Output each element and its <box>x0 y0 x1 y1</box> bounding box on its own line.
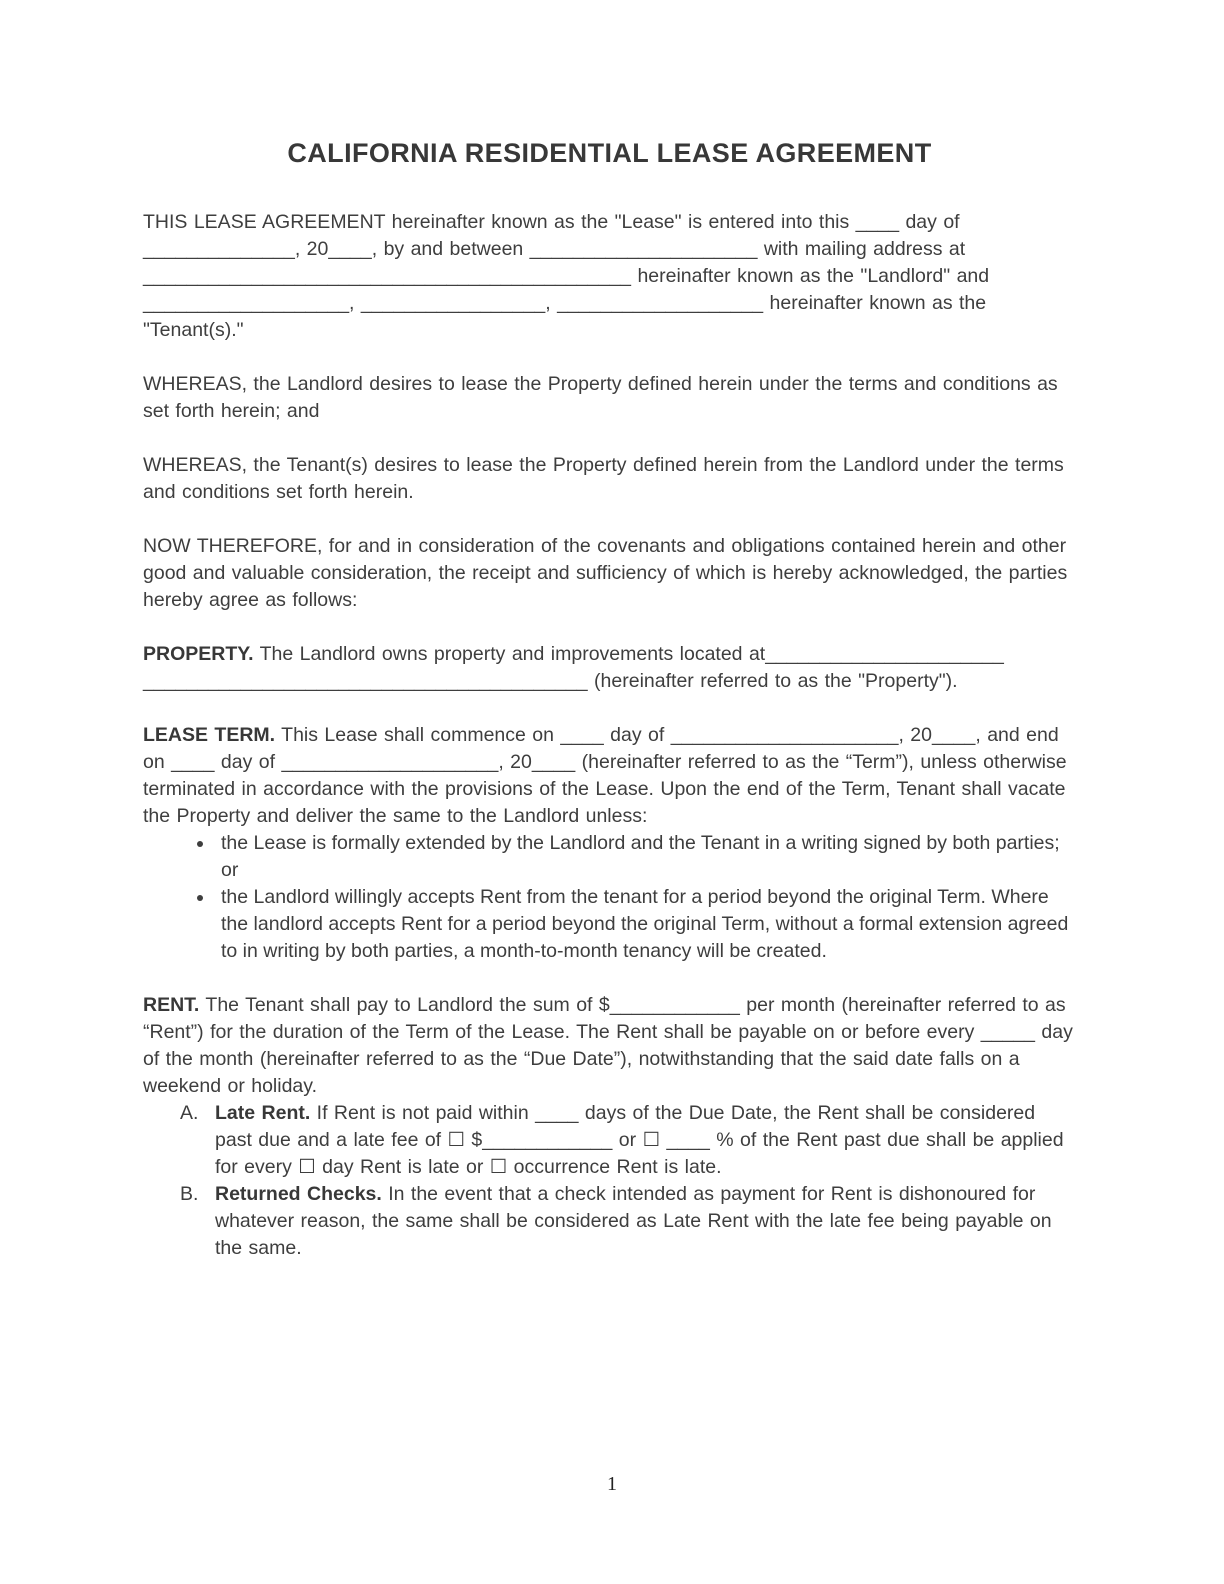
section-property <box>143 641 1076 695</box>
section-lease-term-text: This Lease shall commence on ____ day of _____________________, 20____, and end on ____ day of ____________________, 20____ (hereinafter referred to as the “Term”), unless otherwise terminated in accordance with the provisions of the Lease. Upon the end of the Term, Tenant shall vacate the Property and deliver the same to the Landlord unless: <box>143 724 1067 827</box>
rent-item-late-rent-text: If Rent is not paid within ____ days of the Due Date, the Rent shall be considered past due and a late fee of ☐ $____________ or ☐ ____ % of the Rent past due shall be applied for every ☐ day Rent is late or ☐ occurrence Rent is late. <box>215 1102 1064 1178</box>
rent-item-late-rent-body <box>215 1100 1076 1181</box>
whereas-landlord-paragraph: WHEREAS, the Landlord desires to lease the Property defined herein under the terms and conditions as set forth herein; and <box>143 373 1058 422</box>
rent-item-late-rent-label: Late Rent. <box>215 1102 311 1124</box>
section-rent <box>143 992 1076 1100</box>
section-rent-label: RENT. <box>143 994 200 1016</box>
section-rent-text: The Tenant shall pay to Landlord the sum of $____________ per month (hereinafter referred to as “Rent”) for the duration of the Term of the Lease. The Rent shall be payable on or before every _____ day of the month (hereinafter referred to as the “Due Date”), notwithstanding that the said date falls on a weekend or holiday. <box>143 994 1073 1097</box>
rent-item-returned-checks-body <box>215 1181 1076 1262</box>
section-lease-term-label: LEASE TERM. <box>143 724 276 746</box>
lease-term-bullet-list <box>143 830 1076 965</box>
document-title: CALIFORNIA RESIDENTIAL LEASE AGREEMENT <box>287 138 932 168</box>
lease-term-bullet-holdover: • the Landlord willingly accepts Rent from the tenant for a period beyond the original Term. Where the landlord accepts Rent for a period beyond the original Term, without a formal extension agreed to in writing by both parties, a month-to-month tenancy will be created. <box>215 884 1076 965</box>
section-property-label: PROPERTY. <box>143 643 254 665</box>
whereas-tenant-paragraph: WHEREAS, the Tenant(s) desires to lease the Property defined herein from the Landlord under the terms and conditions set forth herein. <box>143 454 1064 503</box>
rent-item-returned-checks-label: Returned Checks. <box>215 1183 382 1205</box>
lease-term-bullet-extension: • the Lease is formally extended by the Landlord and the Tenant in a writing signed by both parties; or <box>215 830 1076 884</box>
intro-paragraph-lease-agreement: THIS LEASE AGREEMENT hereinafter known as the "Lease" is entered into this ____ day of ______________, 20____, by and between _____________________ with mailing address at _____________________________________________ hereinafter known as the "Landlord" and ___________________, _________________, ___________________ hereinafter known as the "Tenant(s)." <box>143 211 990 341</box>
section-lease-term <box>143 722 1076 830</box>
section-property-text: The Landlord owns property and improvements located at______________________ _________________________________________ (hereinafter referred to as the "Property"). <box>143 643 1004 692</box>
page-number: 1 <box>607 1473 617 1495</box>
rent-item-late-rent-letter: A. <box>180 1102 199 1124</box>
rent-item-late-rent <box>143 1100 1076 1181</box>
rent-item-returned-checks-text: In the event that a check intended as payment for Rent is dishonoured for whatever reason, the same shall be considered as Late Rent with the late fee being payable on the same. <box>215 1183 1052 1259</box>
now-therefore-paragraph: NOW THEREFORE, for and in consideration of the covenants and obligations contained herein and other good and valuable consideration, the receipt and sufficiency of which is hereby acknowledged, the parties hereby agree as follows: <box>143 535 1068 611</box>
rent-item-returned-checks-letter: B. <box>180 1183 199 1205</box>
rent-item-returned-checks <box>143 1181 1076 1262</box>
